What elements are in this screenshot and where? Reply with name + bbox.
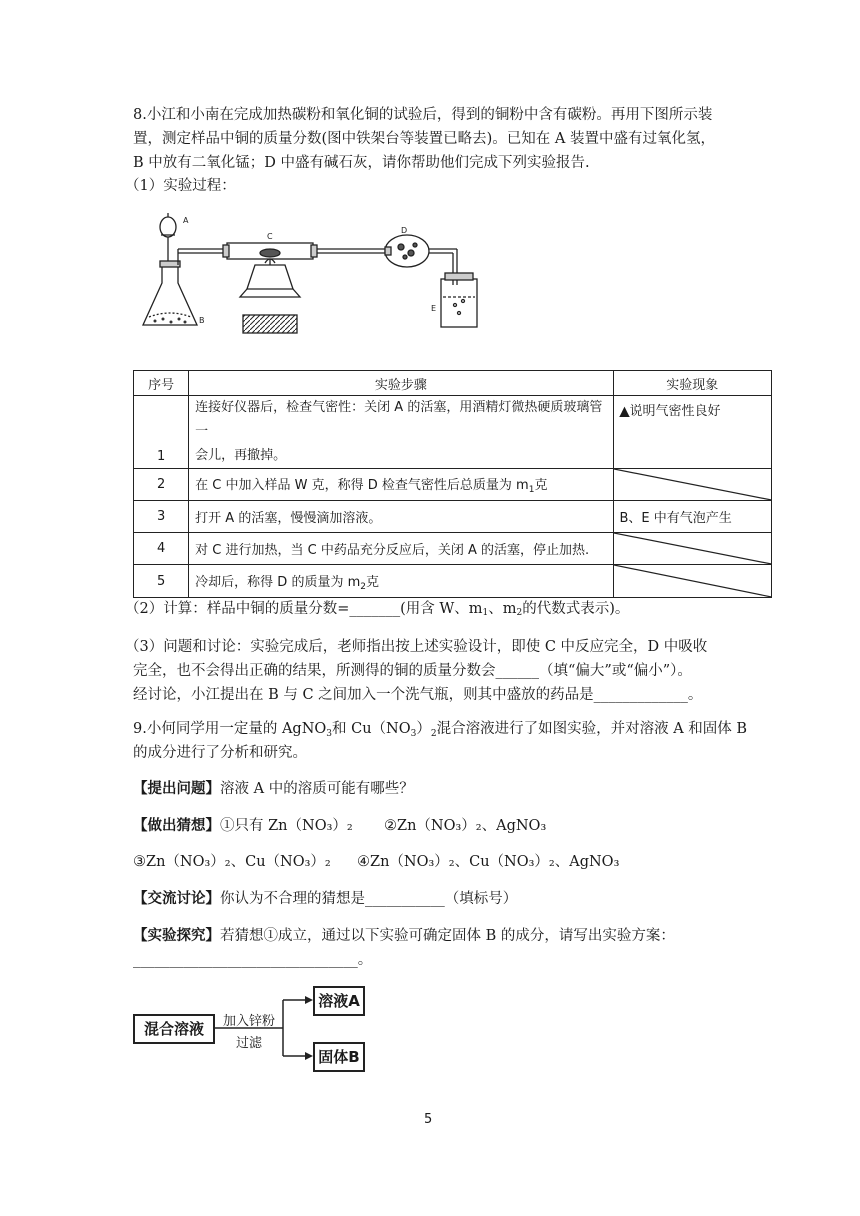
- question-tag: 【提出问题】: [133, 780, 220, 797]
- flow-diagram: [133, 992, 373, 1068]
- guess-3: ③Zn（NO₃）₂、Cu（NO₃）₂: [133, 854, 331, 870]
- label-e: E: [431, 304, 437, 313]
- row-no: 1: [134, 396, 189, 469]
- question-text: 溶液 A 中的溶质可能有哪些？: [220, 781, 414, 797]
- flow-out2-box: 固体B: [313, 1042, 365, 1072]
- page-number: 5: [424, 1112, 433, 1127]
- row-step: 对 C 进行加热，当 C 中药品充分反应后，关闭 A 的活塞，停止加热.: [189, 533, 613, 565]
- row5-step-sub: 2: [360, 581, 366, 592]
- row-no: 5: [134, 565, 189, 598]
- q9-intro-c: ）: [416, 721, 431, 737]
- obs-blank: ▲: [619, 404, 630, 419]
- row2-step-b: 克: [534, 478, 548, 493]
- q8-part2: [125, 598, 629, 624]
- flow-out1-box: 溶液A: [313, 986, 365, 1016]
- part2-sub1: 1: [482, 608, 489, 618]
- row-step: [189, 396, 613, 469]
- q8-intro-line2: 置，测定样品中铜的质量分数(图中铁架台等装置已略去)。已知在 A 装置中盛有过氧化氢，: [133, 131, 716, 147]
- row-obs-struck: [613, 565, 772, 598]
- q9-intro-d: 混合溶液进行了如图实验，并对溶液 A 和固体 B: [436, 721, 748, 737]
- row-obs: B、E 中有气泡产生: [613, 501, 772, 533]
- q9-guess-row1: [133, 815, 353, 837]
- label-a: A: [183, 216, 189, 225]
- flow-arrow-top-label: 加入锌粉: [223, 1014, 276, 1029]
- table-row: [134, 396, 772, 469]
- q9-explore: [133, 925, 675, 947]
- q9-intro-a: 9.小何同学用一定量的 AgNO: [133, 721, 327, 737]
- apparatus-drawing: [135, 205, 485, 335]
- header-obs: 实验现象: [613, 371, 772, 396]
- q8-part3-line2: 完全，也不会得出正确的结果，所测得的铜的质量分数会______（填“偏大”或“偏小”）。: [133, 663, 692, 679]
- row2-step-sub: 1: [528, 485, 535, 495]
- row-no: 2: [134, 469, 189, 501]
- label-c: C: [267, 232, 273, 241]
- q9-intro-line1: [133, 718, 747, 745]
- row2-step-a: 在 C 中加入样品 W 克，称得 D 检查气密性后总质量为 m: [195, 478, 529, 493]
- flow-arrow-bottom-label: 过滤: [236, 1036, 263, 1051]
- label-b: B: [199, 316, 205, 325]
- q9-intro-b: 和 Cu（NO: [332, 721, 411, 737]
- part2-a: （2）计算：样品中铜的质量分数=_______(用含 W、m: [125, 601, 483, 617]
- row-no: 3: [134, 501, 189, 533]
- explore-text: 若猜想①成立，通过以下实验可确定固体 B 的成分，请写出实验方案：: [220, 928, 675, 944]
- q8-part3-line1: （3）问题和讨论：实验完成后，老师指出按上述实验设计，即使 C 中反应完全，D 中吸收: [125, 639, 708, 655]
- q9-intro-line2: 的成分进行了分析和研究。: [133, 745, 307, 761]
- experiment-table: [133, 370, 772, 598]
- q9-intro-sub2: 3: [410, 729, 417, 739]
- row-no: 4: [134, 533, 189, 565]
- apparatus-diagram: [135, 205, 485, 335]
- discuss-tag: 【交流讨论】: [133, 890, 220, 907]
- header-step: 实验步骤: [189, 371, 613, 396]
- explore-blank: _______________________________。: [133, 952, 373, 968]
- row1-step-line2: 会儿，再撤掉。: [195, 448, 287, 463]
- row-step: [189, 469, 613, 501]
- q9-intro-sub3: 2: [430, 729, 437, 739]
- table-row: [134, 565, 772, 598]
- table-row: [134, 469, 772, 501]
- row-obs-struck: [613, 533, 772, 565]
- row5-step-a: 冷却后，称得 D 的质量为 m: [195, 574, 361, 590]
- part2-b: 、m: [488, 601, 517, 617]
- part2-c: 的代数式表示)。: [522, 601, 630, 617]
- row1-step-line1: 连接好仪器后，检查气密性：关闭 A 的活塞，用酒精灯微热硬质玻璃管一: [195, 400, 603, 439]
- part2-sub2: 2: [516, 608, 523, 618]
- row-step: 打开 A 的活塞，慢慢滴加溶液。: [189, 501, 613, 533]
- q8-intro-line1: 8.小江和小南在完成加热碳粉和氧化铜的试验后，得到的铜粉中含有碳粉。再用下图所示装: [133, 107, 713, 123]
- table-row: [134, 501, 772, 533]
- row-obs: [613, 396, 772, 469]
- q8-intro-line3: B 中放有二氧化锰；D 中盛有碱石灰，请你帮助他们完成下列实验报告.: [133, 155, 590, 171]
- row-step: [189, 565, 613, 598]
- label-d: D: [401, 226, 408, 235]
- header-no: 序号: [134, 371, 189, 396]
- discuss-text: 你认为不合理的猜想是___________（填标号）: [220, 891, 518, 907]
- guess-1: ①只有 Zn（NO₃）₂: [220, 818, 353, 834]
- table-header-row: [134, 371, 772, 396]
- q8-part3-line3: 经讨论，小江提出在 B 与 C 之间加入一个洗气瓶，则其中盛放的药品是_____________。: [133, 687, 703, 703]
- guess-tag: 【做出猜想】: [133, 817, 220, 834]
- guess-2: ②Zn（NO₃）₂、AgNO₃: [384, 818, 547, 834]
- row-obs-struck: [613, 469, 772, 501]
- q8-part1-label: （1）实验过程：: [125, 178, 236, 194]
- explore-tag: 【实验探究】: [133, 927, 220, 944]
- q9-discuss: [133, 888, 517, 910]
- table-row: [134, 533, 772, 565]
- q9-intro-sub1: 3: [326, 729, 333, 739]
- guess-4: ④Zn（NO₃）₂、Cu（NO₃）₂、AgNO₃: [357, 854, 620, 870]
- q9-question: [133, 778, 414, 800]
- flow-start-box: 混合溶液: [133, 1014, 215, 1044]
- row5-step-b: 克: [365, 574, 379, 590]
- obs-text: 说明气密性良好: [629, 404, 721, 419]
